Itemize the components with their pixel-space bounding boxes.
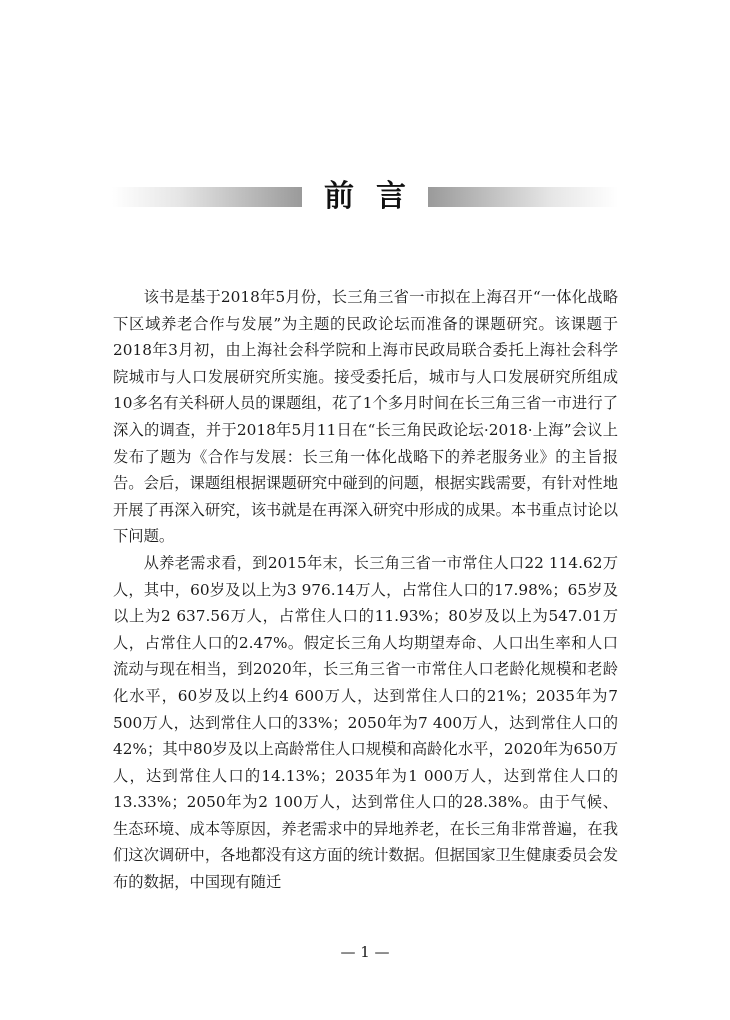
page-number: — 1 — xyxy=(340,943,390,961)
paragraph-1: 该书是基于2018年5月份，长三角三省一市拟在上海召开“一体化战略下区域养老合作与发展”为主题的民政论坛而准备的课题研究。该课题于2018年3月初，由上海社会科学院和上海市民政局联合委托上海社会科学院城市与人口发展研究所实施。接受委托后，城市与人口发展研究所组成10多名有关科研人员的课题组，花了1个多月时间在长三角三省一市进行了深入的调查，并于2018年5月11日在“长三角民政论坛·2018·上海”会议上发布了题为《合作与发展：长三角一体化战略下的养老服务业》的主旨报告。会后，课题组根据课题研究中碰到的问题，根据实践需要，有针对性地开展了再深入研究，该书就是在再深入研究中形成的成果。本书重点讨论以下问题。 xyxy=(113,288,618,546)
body-text xyxy=(113,284,618,896)
page-title: 前言 xyxy=(324,179,428,214)
heading-left-gradient-bar xyxy=(112,187,302,207)
heading-right-gradient-bar xyxy=(428,187,618,207)
paragraph-2: 从养老需求看，到2015年末，长三角三省一市常住人口22 114.62万人，其中，60岁及以上为3 976.14万人，占常住人口的17.98%；65岁及以上为2 637.56万人，占常住人口的11.93%；80岁及以上为547.01万人，占常住人口的2.47%。假定长三角人均期望寿命、人口出生率和人口流动与现在相当，到2020年，长三角三省一市常住人口老龄化规模和老龄化水平，60岁及以上约4 600万人，达到常住人口的21%；2035年为7 500万人，达到常住人口的33%；2050年为7 400万人，达到常住人口的42%；其中80岁及以上高龄常住人口规模和高龄化水平，2020年为650万人，达到常住人口的14.13%；2035年为1 000万人，达到常住人口的13.33%；2050年为2 100万人，达到常住人口的28.38%。由于气候、生态环境、成本等原因，养老需求中的异地养老，在长三角非常普遍，在我们这次调研中，各地都没有这方面的统计数据。但据国家卫生健康委员会发布的数据，中国现有随迁 xyxy=(113,553,618,892)
heading-banner xyxy=(112,178,618,216)
